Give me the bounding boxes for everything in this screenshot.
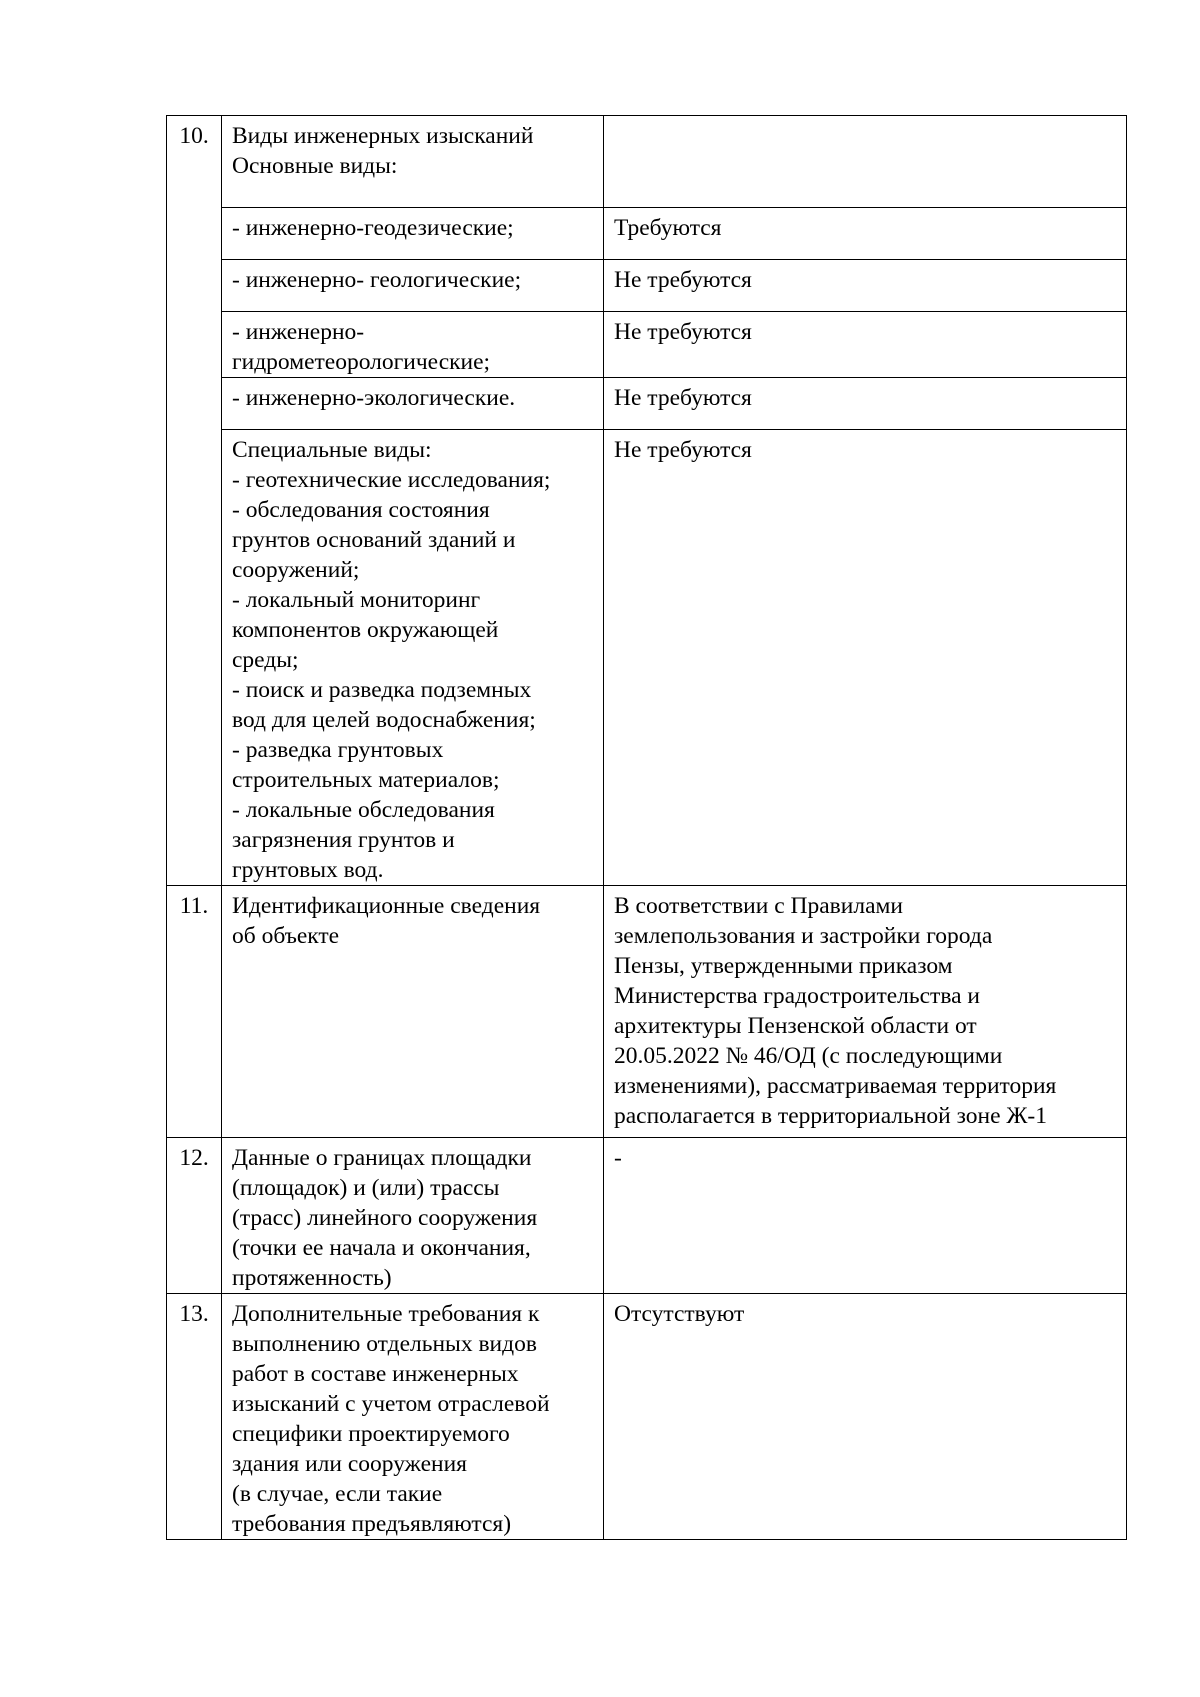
table-row-10-geodesy: [167, 208, 1127, 260]
row-number-12: 12.: [167, 1138, 222, 1294]
special-line: - локальный мониторинг: [232, 587, 481, 613]
row-11-value-line: архитектуры Пензенской области от: [614, 1013, 977, 1039]
geology-value: Не требуются: [604, 260, 1127, 312]
hydromet-value: Не требуются: [604, 312, 1127, 378]
row-11-value-line: землепользования и застройки города: [614, 923, 993, 949]
row-13-label-line: специфики проектируемого: [232, 1421, 510, 1447]
special-line: вод для целей водоснабжения;: [232, 707, 536, 733]
special-line: загрязнения грунтов и: [232, 827, 455, 853]
special-line: грунтов оснований зданий и: [232, 527, 516, 553]
row-12-label-line: (площадок) и (или) трассы: [232, 1175, 500, 1201]
row-13-label-line: работ в составе инженерных: [232, 1361, 519, 1387]
row-number-13: 13.: [167, 1294, 222, 1540]
row-13-label-line: требования предъявляются): [232, 1511, 512, 1537]
row-11-label: [222, 886, 604, 1138]
special-value: Не требуются: [604, 430, 1127, 886]
row-11-value-line: изменениями), рассматриваемая территория: [614, 1073, 1057, 1099]
geodesy-label: - инженерно-геодезические;: [222, 208, 604, 260]
special-line: Специальные виды:: [232, 437, 432, 463]
table-row-10-hydromet: [167, 312, 1127, 378]
table-row-10: [167, 116, 1127, 208]
row-12-label-line: (трасс) линейного сооружения: [232, 1205, 538, 1231]
requirements-table: [166, 115, 1127, 1540]
row-13-label-line: Дополнительные требования к: [232, 1301, 540, 1327]
row-number-10: 10.: [167, 116, 222, 886]
row-10-heading-line: Виды инженерных изысканий: [232, 123, 534, 149]
row-11-value-line: Министерства градостроительства и: [614, 983, 980, 1009]
row-13-label-line: изысканий с учетом отраслевой: [232, 1391, 550, 1417]
row-11-value-line: В соответствии с Правилами: [614, 893, 903, 919]
special-line: строительных материалов;: [232, 767, 500, 793]
special-line: грунтовых вод.: [232, 857, 384, 883]
table-row-10-ecology: [167, 378, 1127, 430]
special-line: - разведка грунтовых: [232, 737, 444, 763]
table-row-13: [167, 1294, 1127, 1540]
row-10-heading-value: [604, 116, 1127, 208]
row-13-label-line: выполнению отдельных видов: [232, 1331, 537, 1357]
row-11-label-line: Идентификационные сведения: [232, 893, 541, 919]
special-line: - поиск и разведка подземных: [232, 677, 532, 703]
row-12-value: -: [604, 1138, 1127, 1294]
row-number-11: 11.: [167, 886, 222, 1138]
row-12-label-line: (точки ее начала и окончания,: [232, 1235, 531, 1261]
row-11-label-line: об объекте: [232, 923, 340, 949]
special-line: - геотехнические исследования;: [232, 467, 551, 493]
special-line: среды;: [232, 647, 299, 673]
special-line: - обследования состояния: [232, 497, 490, 523]
row-12-label: [222, 1138, 604, 1294]
special-line: компонентов окружающей: [232, 617, 499, 643]
hydromet-label: [222, 312, 604, 378]
row-13-value: Отсутствуют: [604, 1294, 1127, 1540]
table-row-12: [167, 1138, 1127, 1294]
row-11-value-line: Пензы, утвержденными приказом: [614, 953, 953, 979]
row-10-subheading-line: Основные виды:: [232, 153, 398, 179]
row-11-value-line: 20.05.2022 № 46/ОД (с последующими: [614, 1043, 1003, 1069]
row-10-heading: [222, 116, 604, 208]
special-label: [222, 430, 604, 886]
hydromet-label-line: гидрометеорологические;: [232, 349, 491, 375]
ecology-value: Не требуются: [604, 378, 1127, 430]
row-11-value: [604, 886, 1127, 1138]
special-line: сооружений;: [232, 557, 360, 583]
geology-label: - инженерно- геологические;: [222, 260, 604, 312]
table-row-10-special: [167, 430, 1127, 886]
row-11-value-line: располагается в территориальной зоне Ж-1: [614, 1103, 1048, 1129]
ecology-label: - инженерно-экологические.: [222, 378, 604, 430]
row-13-label-line: (в случае, если такие: [232, 1481, 443, 1507]
row-12-label-line: Данные о границах площадки: [232, 1145, 532, 1171]
row-12-label-line: протяженность): [232, 1265, 392, 1291]
row-13-label: [222, 1294, 604, 1540]
table-row-10-geology: [167, 260, 1127, 312]
geodesy-value: Требуются: [604, 208, 1127, 260]
hydromet-label-line: - инженерно-: [232, 319, 365, 345]
table-row-11: [167, 886, 1127, 1138]
row-13-label-line: здания или сооружения: [232, 1451, 467, 1477]
special-line: - локальные обследования: [232, 797, 495, 823]
